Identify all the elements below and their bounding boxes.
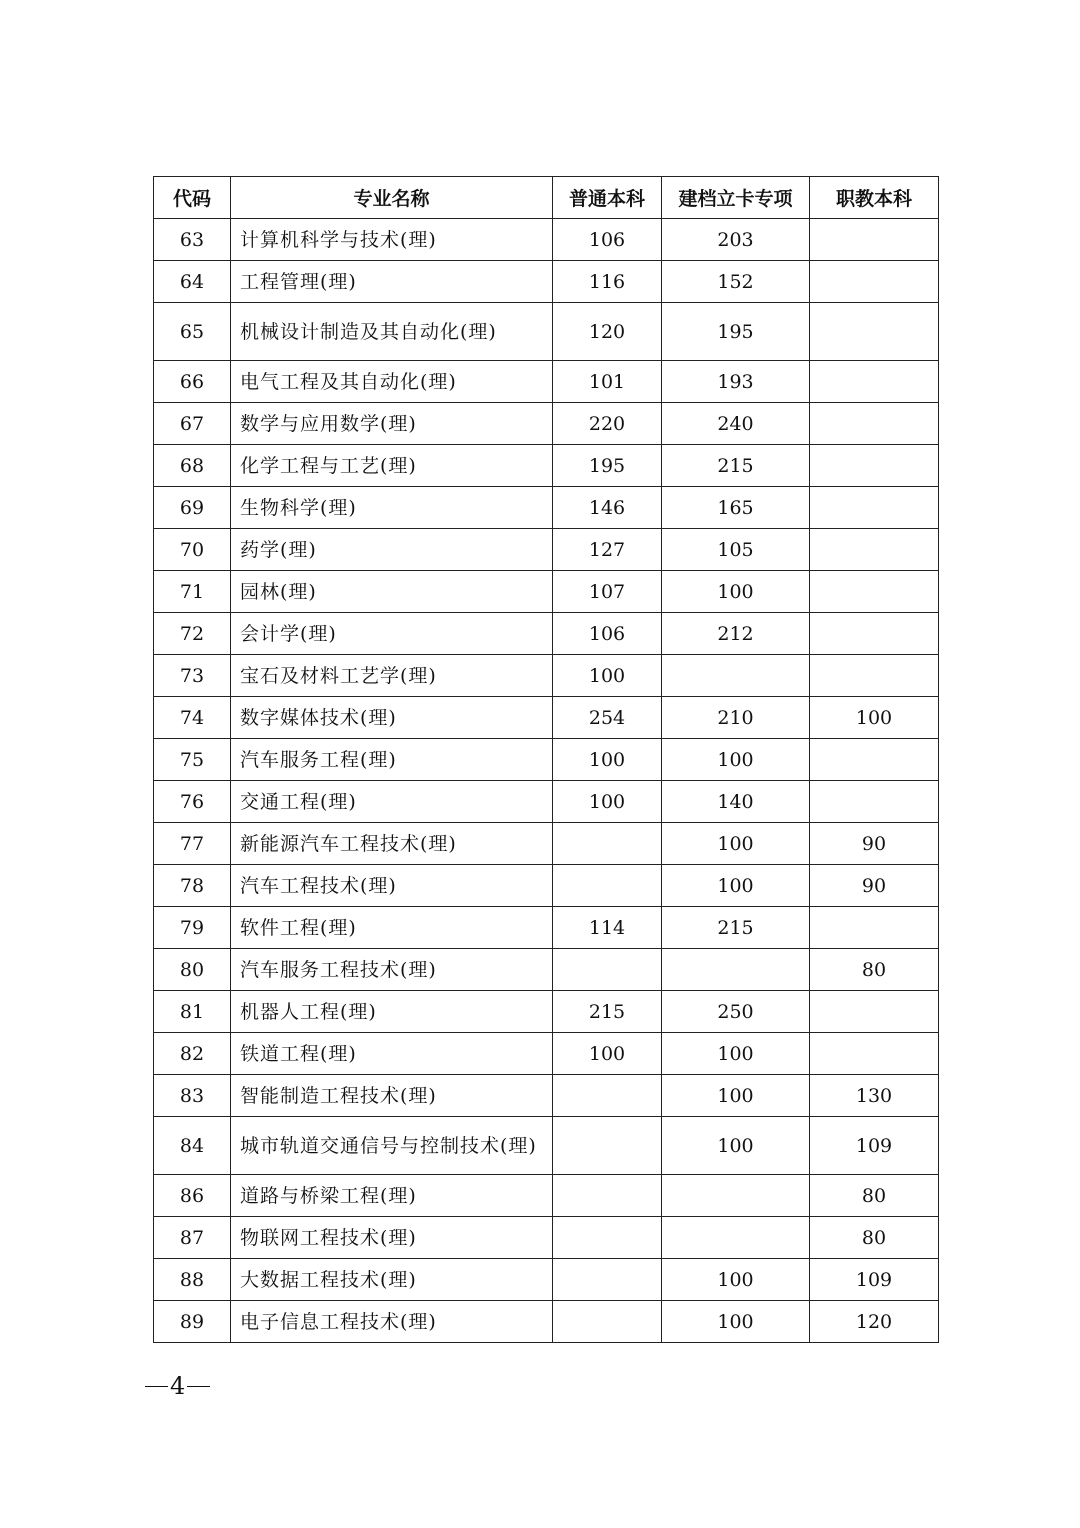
cell-vocational-undergrad xyxy=(810,403,939,445)
cell-code: 88 xyxy=(154,1259,231,1301)
cell-vocational-undergrad xyxy=(810,655,939,697)
header-poverty-special: 建档立卡专项 xyxy=(662,177,810,219)
cell-vocational-undergrad: 80 xyxy=(810,949,939,991)
cell-code: 63 xyxy=(154,219,231,261)
table-row xyxy=(154,823,939,865)
cell-code: 83 xyxy=(154,1075,231,1117)
cell-major-name: 汽车服务工程技术(理) xyxy=(231,949,553,991)
table-row xyxy=(154,303,939,361)
cell-major-name: 交通工程(理) xyxy=(231,781,553,823)
cell-poverty-special: 100 xyxy=(662,865,810,907)
cell-general-undergrad xyxy=(553,1175,662,1217)
table-row xyxy=(154,1259,939,1301)
cell-poverty-special: 100 xyxy=(662,571,810,613)
cell-major-name: 机械设计制造及其自动化(理) xyxy=(231,303,553,361)
cell-vocational-undergrad: 90 xyxy=(810,865,939,907)
cell-poverty-special: 240 xyxy=(662,403,810,445)
cell-vocational-undergrad xyxy=(810,571,939,613)
table-row xyxy=(154,219,939,261)
cell-vocational-undergrad: 80 xyxy=(810,1175,939,1217)
cell-general-undergrad: 106 xyxy=(553,219,662,261)
cell-code: 64 xyxy=(154,261,231,303)
cell-general-undergrad: 100 xyxy=(553,1033,662,1075)
cell-poverty-special: 212 xyxy=(662,613,810,655)
table-row xyxy=(154,487,939,529)
cell-vocational-undergrad xyxy=(810,361,939,403)
table-row xyxy=(154,1175,939,1217)
page-number xyxy=(145,1372,210,1400)
cell-major-name: 新能源汽车工程技术(理) xyxy=(231,823,553,865)
cell-vocational-undergrad: 100 xyxy=(810,697,939,739)
cell-code: 80 xyxy=(154,949,231,991)
table-header-row xyxy=(154,177,939,219)
cell-general-undergrad xyxy=(553,823,662,865)
cell-general-undergrad: 100 xyxy=(553,739,662,781)
cell-code: 86 xyxy=(154,1175,231,1217)
cell-major-name: 电子信息工程技术(理) xyxy=(231,1301,553,1343)
cell-poverty-special: 105 xyxy=(662,529,810,571)
cell-vocational-undergrad xyxy=(810,303,939,361)
cell-vocational-undergrad xyxy=(810,907,939,949)
table-row xyxy=(154,1075,939,1117)
table-row xyxy=(154,571,939,613)
cell-general-undergrad: 107 xyxy=(553,571,662,613)
header-code: 代码 xyxy=(154,177,231,219)
cell-major-name: 铁道工程(理) xyxy=(231,1033,553,1075)
cell-poverty-special: 215 xyxy=(662,445,810,487)
cell-general-undergrad: 100 xyxy=(553,655,662,697)
cell-vocational-undergrad xyxy=(810,529,939,571)
cell-code: 71 xyxy=(154,571,231,613)
cell-general-undergrad: 146 xyxy=(553,487,662,529)
cell-major-name: 道路与桥梁工程(理) xyxy=(231,1175,553,1217)
cell-vocational-undergrad xyxy=(810,445,939,487)
cell-code: 72 xyxy=(154,613,231,655)
table-row xyxy=(154,261,939,303)
cell-code: 70 xyxy=(154,529,231,571)
cell-major-name: 机器人工程(理) xyxy=(231,991,553,1033)
cell-code: 81 xyxy=(154,991,231,1033)
cell-vocational-undergrad: 90 xyxy=(810,823,939,865)
cell-major-name: 电气工程及其自动化(理) xyxy=(231,361,553,403)
cell-vocational-undergrad xyxy=(810,781,939,823)
cell-poverty-special: 195 xyxy=(662,303,810,361)
table-row xyxy=(154,1033,939,1075)
cell-poverty-special xyxy=(662,949,810,991)
cell-general-undergrad: 195 xyxy=(553,445,662,487)
cell-general-undergrad: 127 xyxy=(553,529,662,571)
cell-code: 79 xyxy=(154,907,231,949)
cell-code: 75 xyxy=(154,739,231,781)
cell-vocational-undergrad: 120 xyxy=(810,1301,939,1343)
cell-major-name: 园林(理) xyxy=(231,571,553,613)
cell-general-undergrad: 116 xyxy=(553,261,662,303)
cell-major-name: 数字媒体技术(理) xyxy=(231,697,553,739)
cell-major-name: 会计学(理) xyxy=(231,613,553,655)
cell-major-name: 汽车服务工程(理) xyxy=(231,739,553,781)
cell-general-undergrad: 100 xyxy=(553,781,662,823)
table-row xyxy=(154,991,939,1033)
cell-poverty-special: 100 xyxy=(662,1117,810,1175)
cell-vocational-undergrad xyxy=(810,261,939,303)
cell-code: 76 xyxy=(154,781,231,823)
cell-major-name: 化学工程与工艺(理) xyxy=(231,445,553,487)
table-body xyxy=(154,219,939,1343)
cell-major-name: 软件工程(理) xyxy=(231,907,553,949)
cell-poverty-special: 100 xyxy=(662,1259,810,1301)
cell-vocational-undergrad xyxy=(810,613,939,655)
cell-poverty-special: 210 xyxy=(662,697,810,739)
cell-poverty-special: 250 xyxy=(662,991,810,1033)
page-number-dash-right xyxy=(187,1386,210,1387)
cell-poverty-special xyxy=(662,655,810,697)
cell-major-name: 数学与应用数学(理) xyxy=(231,403,553,445)
cell-poverty-special: 203 xyxy=(662,219,810,261)
cell-poverty-special: 193 xyxy=(662,361,810,403)
cell-general-undergrad xyxy=(553,1301,662,1343)
cell-major-name: 生物科学(理) xyxy=(231,487,553,529)
cell-code: 67 xyxy=(154,403,231,445)
cell-poverty-special: 100 xyxy=(662,1075,810,1117)
table-row xyxy=(154,361,939,403)
cell-general-undergrad: 215 xyxy=(553,991,662,1033)
cell-poverty-special: 100 xyxy=(662,1301,810,1343)
cell-general-undergrad: 114 xyxy=(553,907,662,949)
cell-general-undergrad: 220 xyxy=(553,403,662,445)
cell-poverty-special: 100 xyxy=(662,739,810,781)
cell-general-undergrad xyxy=(553,1075,662,1117)
cell-code: 78 xyxy=(154,865,231,907)
cell-general-undergrad: 101 xyxy=(553,361,662,403)
cell-code: 74 xyxy=(154,697,231,739)
cell-major-name: 大数据工程技术(理) xyxy=(231,1259,553,1301)
table-row xyxy=(154,1217,939,1259)
table-row xyxy=(154,865,939,907)
table-row xyxy=(154,907,939,949)
cell-vocational-undergrad xyxy=(810,1033,939,1075)
cell-general-undergrad xyxy=(553,949,662,991)
majors-table xyxy=(153,176,939,1343)
table-row xyxy=(154,949,939,991)
cell-vocational-undergrad: 109 xyxy=(810,1259,939,1301)
table-row xyxy=(154,697,939,739)
cell-major-name: 物联网工程技术(理) xyxy=(231,1217,553,1259)
cell-code: 65 xyxy=(154,303,231,361)
table-row xyxy=(154,613,939,655)
cell-poverty-special: 165 xyxy=(662,487,810,529)
table-row xyxy=(154,403,939,445)
cell-code: 89 xyxy=(154,1301,231,1343)
cell-poverty-special: 100 xyxy=(662,1033,810,1075)
cell-general-undergrad xyxy=(553,1217,662,1259)
header-major-name: 专业名称 xyxy=(231,177,553,219)
cell-code: 69 xyxy=(154,487,231,529)
cell-code: 82 xyxy=(154,1033,231,1075)
cell-vocational-undergrad xyxy=(810,487,939,529)
table-row xyxy=(154,445,939,487)
table-row xyxy=(154,1301,939,1343)
cell-general-undergrad: 120 xyxy=(553,303,662,361)
cell-poverty-special: 100 xyxy=(662,823,810,865)
cell-poverty-special: 152 xyxy=(662,261,810,303)
cell-vocational-undergrad xyxy=(810,219,939,261)
cell-poverty-special xyxy=(662,1175,810,1217)
table-row xyxy=(154,739,939,781)
cell-vocational-undergrad: 109 xyxy=(810,1117,939,1175)
cell-major-name: 城市轨道交通信号与控制技术(理) xyxy=(231,1117,553,1175)
table-row xyxy=(154,1117,939,1175)
header-vocational-undergrad: 职教本科 xyxy=(810,177,939,219)
cell-code: 66 xyxy=(154,361,231,403)
cell-major-name: 汽车工程技术(理) xyxy=(231,865,553,907)
cell-major-name: 智能制造工程技术(理) xyxy=(231,1075,553,1117)
header-general-undergrad: 普通本科 xyxy=(553,177,662,219)
cell-major-name: 宝石及材料工艺学(理) xyxy=(231,655,553,697)
page-number-text: 4 xyxy=(170,1372,186,1400)
page-number-dash-left xyxy=(145,1386,168,1387)
cell-code: 87 xyxy=(154,1217,231,1259)
table-row xyxy=(154,529,939,571)
cell-major-name: 工程管理(理) xyxy=(231,261,553,303)
cell-general-undergrad xyxy=(553,1117,662,1175)
cell-code: 84 xyxy=(154,1117,231,1175)
cell-code: 77 xyxy=(154,823,231,865)
cell-vocational-undergrad xyxy=(810,739,939,781)
cell-major-name: 计算机科学与技术(理) xyxy=(231,219,553,261)
cell-general-undergrad: 106 xyxy=(553,613,662,655)
cell-vocational-undergrad: 130 xyxy=(810,1075,939,1117)
cell-general-undergrad xyxy=(553,865,662,907)
table-row xyxy=(154,781,939,823)
table-row xyxy=(154,655,939,697)
cell-general-undergrad xyxy=(553,1259,662,1301)
cell-code: 73 xyxy=(154,655,231,697)
cell-major-name: 药学(理) xyxy=(231,529,553,571)
cell-vocational-undergrad xyxy=(810,991,939,1033)
cell-code: 68 xyxy=(154,445,231,487)
cell-poverty-special: 140 xyxy=(662,781,810,823)
cell-poverty-special xyxy=(662,1217,810,1259)
cell-general-undergrad: 254 xyxy=(553,697,662,739)
cell-vocational-undergrad: 80 xyxy=(810,1217,939,1259)
cell-poverty-special: 215 xyxy=(662,907,810,949)
